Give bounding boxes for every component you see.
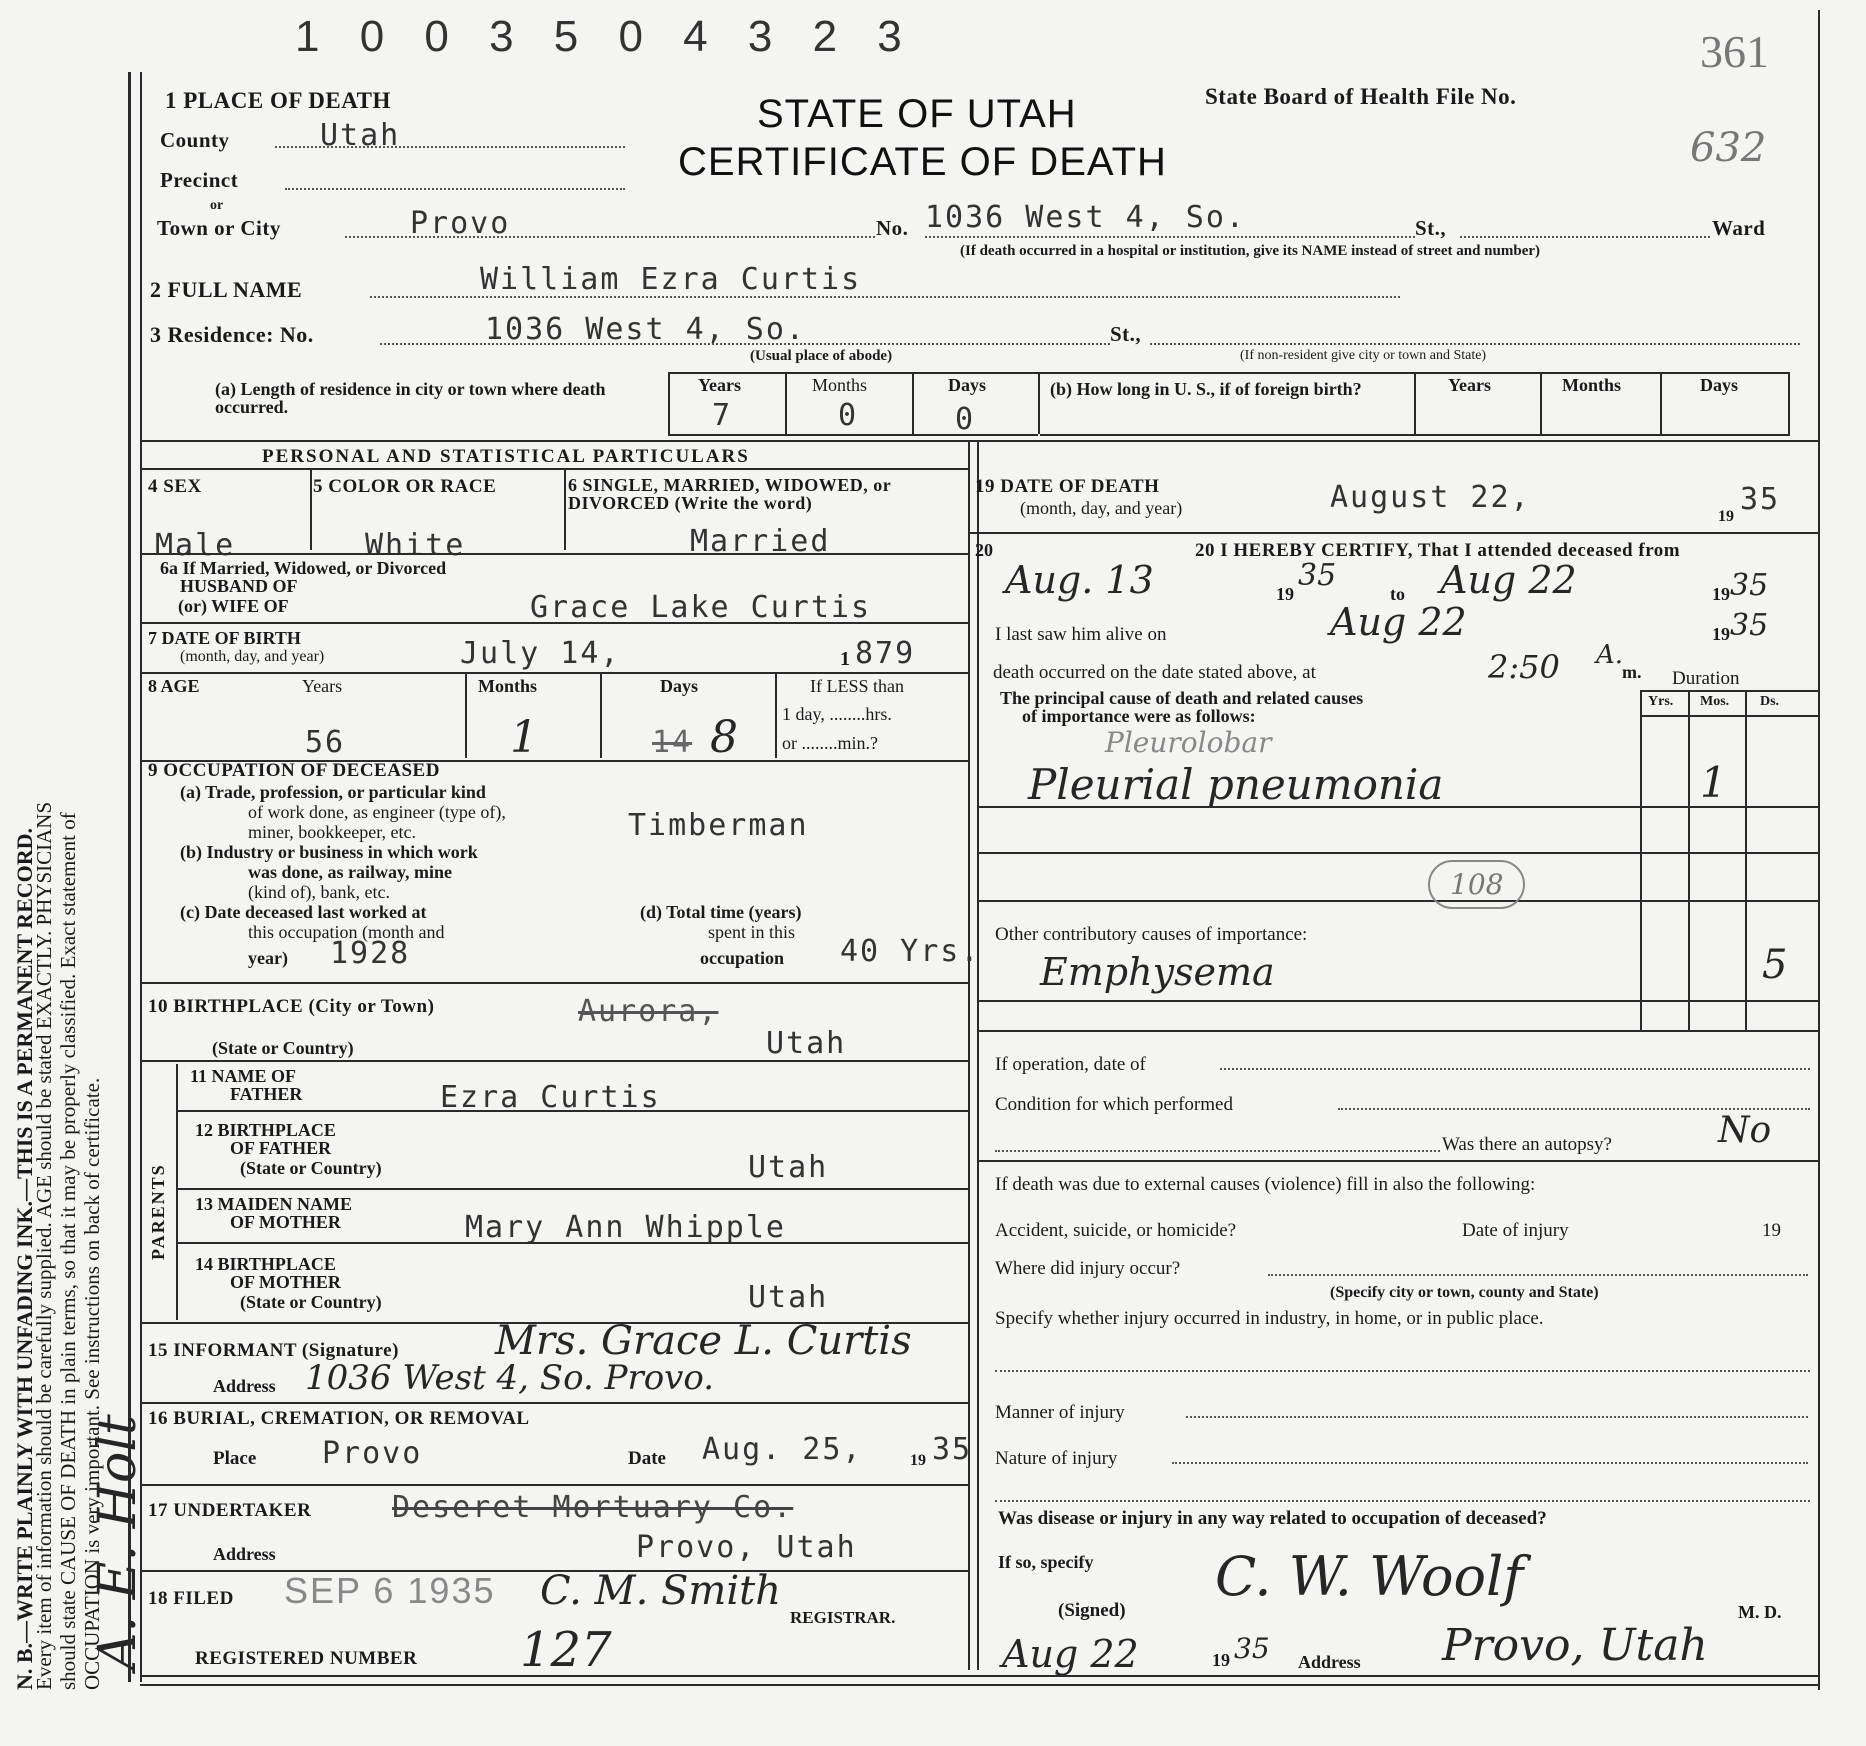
personal-heading: PERSONAL AND STATISTICAL PARTICULARS: [262, 446, 750, 467]
color-value: White: [365, 528, 466, 563]
birthplace-state-label: (State or Country): [212, 1038, 354, 1058]
length-label: (a) Length of residence in city or town where death occurred.: [215, 379, 606, 417]
length-months-value: 0: [838, 398, 859, 433]
right-border: [1818, 10, 1820, 1690]
manner-label: Manner of injury: [995, 1402, 1125, 1423]
file-number: 632: [1690, 125, 1767, 171]
sex-value: Male: [155, 528, 236, 563]
filed-stamp: SEP 6 1935: [284, 1570, 496, 1611]
informant-label: 15 INFORMANT (Signature): [148, 1340, 399, 1361]
us-label: (b) How long in U. S., if of foreign birth?: [1050, 379, 1362, 399]
registrar-label: REGISTRAR.: [790, 1608, 896, 1627]
age-days-value: 8: [710, 712, 738, 763]
length-table-bottom: [668, 434, 1038, 436]
last-saw-label: I last saw him alive on: [995, 624, 1167, 645]
precinct-label: Precinct: [160, 168, 239, 192]
filed-label: 18 FILED: [148, 1588, 234, 1609]
residence-st-label: St.,: [1110, 322, 1142, 346]
age-or-label: or ........min.?: [782, 733, 878, 753]
age-years-value: 56: [305, 725, 346, 760]
registrar-signature: C. M. Smith: [540, 1568, 781, 1614]
us-col-3: [1660, 372, 1662, 434]
county-value: Utah: [320, 118, 401, 153]
cause-duration: 1: [1700, 758, 1727, 807]
other-line-2: [978, 1030, 1820, 1032]
us-table-bottom: [1040, 434, 1790, 436]
physician-address: Provo, Utah: [1442, 1620, 1708, 1671]
age-divider-1: [465, 672, 467, 758]
birthplace-state-value: Utah: [766, 1026, 847, 1061]
sign-year: 35: [1234, 1632, 1270, 1665]
where-label: Where did injury occur?: [995, 1258, 1181, 1279]
occupation-c-label-2: this occupation (month and: [248, 922, 445, 942]
personal-top-line: [140, 440, 1820, 442]
bottom-border-2: [140, 1684, 1820, 1686]
burial-date-label: Date: [628, 1448, 666, 1469]
length-years-label: Years: [698, 375, 741, 395]
certify-to-label: to: [1390, 584, 1405, 604]
nature-line-2: [995, 1500, 1810, 1502]
sign-year-prefix: 19: [1212, 1650, 1230, 1670]
spouse-label-1: 6a If Married, Widowed, or Divorced: [160, 558, 447, 578]
row-15-line: [140, 1402, 970, 1404]
marital-value: Married: [690, 524, 831, 559]
occupation-d-label-1: (d) Total time (years): [640, 902, 802, 922]
injury-year: 19: [1762, 1220, 1781, 1241]
m-label: m.: [1622, 662, 1642, 682]
occupation-a-label-1: (a) Trade, profession, or particular kind: [180, 782, 486, 802]
us-col-4: [1788, 372, 1790, 434]
cause-note: Pleurolobar: [1105, 726, 1272, 759]
residence-value: 1036 West 4, So.: [485, 312, 806, 347]
spouse-label-2: HUSBAND OF: [180, 576, 298, 596]
town-value: Provo: [410, 206, 511, 241]
birthplace-label: 10 BIRTHPLACE (City or Town): [148, 996, 435, 1017]
birth-date-label-1: 7 DATE OF BIRTH: [148, 628, 301, 648]
place-heading: 1 PLACE OF DEATH: [165, 88, 391, 113]
duration-col-2: [1688, 690, 1690, 1030]
death-date-value: August 22,: [1330, 480, 1531, 515]
parents-side-label: PARENTS: [148, 1163, 168, 1260]
duration-col-1: [1640, 690, 1642, 1030]
file-no-label: State Board of Health File No.: [1205, 84, 1517, 109]
length-col-4: [1038, 372, 1040, 434]
middle-divider-2: [977, 440, 979, 1670]
occurred-label: death occurred on the date stated above, at: [993, 662, 1316, 683]
us-years-label: Years: [1448, 375, 1491, 395]
length-days-label: Days: [948, 375, 987, 395]
ward-label: Ward: [1712, 216, 1766, 240]
st-label: St.,: [1415, 216, 1447, 240]
bottom-border: [140, 1675, 1820, 1677]
certify-from-year-prefix: 19: [1276, 584, 1294, 604]
burial-year-value: 35: [932, 1432, 973, 1467]
title-state: STATE OF UTAH: [757, 92, 1077, 136]
row-7-line: [140, 672, 970, 674]
row-11-line: [176, 1110, 970, 1112]
town-label: Town or City: [157, 216, 281, 240]
residence-line: [380, 343, 1110, 345]
md-label: M. D.: [1738, 1602, 1782, 1622]
or-label: or: [210, 198, 224, 213]
physician-signature: C. W. Woolf: [1215, 1545, 1524, 1608]
spouse-value: Grace Lake Curtis: [530, 590, 872, 625]
sex-divider: [310, 470, 312, 550]
birth-year-value: 879: [855, 636, 916, 671]
undertaker-value: Deseret Mortuary Co.: [392, 1490, 794, 1525]
undertaker-address-value: Provo, Utah: [636, 1530, 857, 1565]
side-note-line2: Every item of information should be carefully supplied. AGE should be stated EXACTLY. PHYSICIANS: [32, 801, 56, 1690]
duration-ds: Ds.: [1760, 694, 1780, 709]
cause-line-2: [978, 852, 1820, 854]
burial-date-value: Aug. 25,: [702, 1432, 863, 1467]
death-date-label-1: 19 DATE OF DEATH: [975, 476, 1160, 497]
death-year-prefix: 19: [1718, 508, 1734, 525]
father-birth-label-1: 12 BIRTHPLACE: [195, 1120, 336, 1140]
row-13-line: [176, 1242, 970, 1244]
cause-code: 108: [1428, 860, 1525, 909]
external-label: If death was due to external causes (violence) fill in also the following:: [995, 1174, 1536, 1195]
mother-birth-value: Utah: [748, 1280, 829, 1315]
residence-st-line: [1150, 343, 1800, 345]
other-causes-label: Other contributory causes of importance:: [995, 924, 1308, 945]
color-divider: [564, 470, 566, 550]
row-6a-line: [140, 622, 970, 624]
abode-note: (Usual place of abode): [750, 348, 893, 364]
row-6-line: [140, 553, 970, 555]
informant-address: 1036 West 4, So. Provo.: [305, 1358, 715, 1398]
age-months-value: 1: [510, 712, 538, 763]
burial-year-prefix: 19: [910, 1452, 926, 1469]
length-table-top: [668, 372, 1038, 374]
sex-label: 4 SEX: [148, 476, 202, 497]
occupation-a-label-2: of work done, as engineer (type of),: [248, 802, 506, 822]
full-name-line: [370, 296, 1400, 298]
father-label-2: FATHER: [230, 1084, 303, 1104]
autopsy-label: Was there an autopsy?: [1442, 1134, 1612, 1155]
us-months-label: Months: [1562, 375, 1622, 395]
left-border: [128, 72, 131, 1682]
undertaker-label: 17 UNDERTAKER: [148, 1500, 312, 1521]
side-note-permanent: N. B.—WRITE PLAINLY WITH UNFADING INK.—THIS IS A PERMANENT RECORD.: [12, 827, 37, 1690]
father-birth-label-2: OF FATHER: [230, 1138, 332, 1158]
us-days-label: Days: [1700, 375, 1739, 395]
stamp-number: 1 0 0 3 5 0 4 3 2 3: [295, 12, 916, 61]
last-saw-value: Aug 22: [1330, 600, 1467, 644]
occupation-trade-value: Timberman: [628, 808, 809, 843]
registered-number-label: REGISTERED NUMBER: [195, 1648, 418, 1669]
related-label: Was disease or injury in any way related to occupation of deceased?: [998, 1508, 1547, 1529]
age-less-label: If LESS than: [810, 676, 904, 696]
injury-date-label: Date of injury: [1462, 1220, 1569, 1241]
last-saw-year: 35: [1730, 608, 1769, 643]
cause-label-2: of importance were as follows:: [1022, 706, 1256, 726]
occupation-d-label-2: spent in this: [708, 922, 796, 942]
length-col-2: [785, 372, 787, 434]
certify-from-year: 35: [1298, 558, 1337, 593]
mother-birth-label-1: 14 BIRTHPLACE: [195, 1254, 336, 1274]
residence-label: 3 Residence: No.: [150, 322, 314, 347]
occupation-b-label-3: (kind of), bank, etc.: [248, 882, 390, 902]
occupation-total-time-value: 40 Yrs.: [840, 934, 981, 969]
row-16-line: [140, 1484, 970, 1486]
cause-line-1: [978, 806, 1820, 808]
color-label: 5 COLOR OR RACE: [313, 476, 497, 497]
informant-address-label: Address: [213, 1376, 276, 1396]
mother-birth-label-2: OF MOTHER: [230, 1272, 341, 1292]
mother-label-2: OF MOTHER: [230, 1212, 341, 1232]
us-col-1: [1414, 372, 1416, 434]
length-days-value: 0: [955, 402, 976, 437]
registered-number-value: 127: [520, 1622, 612, 1678]
length-years-value: 7: [712, 398, 733, 433]
full-name-label: 2 FULL NAME: [150, 277, 303, 302]
occupation-a-label-3: miner, bookkeeper, etc.: [248, 822, 416, 842]
mother-label-1: 13 MAIDEN NAME: [195, 1194, 352, 1214]
autopsy-value: No: [1718, 1110, 1772, 1151]
certify-number-20: 20: [975, 540, 993, 560]
hospital-note: (If death occurred in a hospital or institution, give its NAME instead of street and number): [960, 243, 1541, 259]
accident-label: Accident, suicide, or homicide?: [995, 1220, 1237, 1241]
occupation-last-worked-value: 1928: [330, 936, 411, 971]
side-note-line4: OCCUPATION is very important. See instructions on back of certificate.: [80, 1077, 104, 1690]
duration-label: Duration: [1672, 668, 1740, 689]
address-no-label: No.: [876, 216, 909, 240]
cause-value: Pleurial pneumonia: [1028, 760, 1444, 809]
certify-from: Aug. 13: [1005, 558, 1154, 602]
burial-place-value: Provo: [322, 1436, 423, 1471]
autopsy-line: [995, 1150, 1440, 1152]
specify-label: Specify whether injury occurred in industry, in home, or in public place.: [995, 1308, 1544, 1329]
ifso-label: If so, specify: [998, 1552, 1094, 1572]
parents-divider: [176, 1064, 178, 1320]
father-label-1: 11 NAME OF: [190, 1066, 296, 1086]
mother-birth-label-3: (State or Country): [240, 1292, 382, 1312]
sign-date: Aug 22: [1002, 1632, 1139, 1676]
age-divider-2: [600, 672, 602, 758]
length-col-3: [912, 372, 914, 434]
father-birth-label-3: (State or Country): [240, 1158, 382, 1178]
cause-line-3: [978, 900, 1820, 902]
age-label: 8 AGE: [148, 676, 200, 696]
duration-yrs: Yrs.: [1648, 694, 1674, 709]
address-no-value: 1036 West 4, So.: [925, 200, 1246, 235]
burial-label: 16 BURIAL, CREMATION, OR REMOVAL: [148, 1408, 530, 1429]
occupation-label: 9 OCCUPATION OF DECEASED: [148, 760, 440, 781]
duration-top-line: [1640, 690, 1820, 692]
birthplace-city-value: Aurora,: [578, 994, 719, 1029]
other-line-1: [978, 1000, 1820, 1002]
where-line: [1268, 1274, 1808, 1276]
marital-label: 6 SINGLE, MARRIED, WIDOWED, or DIVORCED (Write the word): [568, 475, 891, 513]
age-day-label: 1 day, ........hrs.: [782, 704, 892, 724]
nonres-note: (If non-resident give city or town and State): [1240, 348, 1487, 363]
father-birth-value: Utah: [748, 1150, 829, 1185]
duration-mos: Mos.: [1700, 694, 1730, 709]
undertaker-address-label: Address: [213, 1544, 276, 1564]
address-line: [925, 236, 1415, 238]
death-ampm: A.: [1596, 640, 1624, 670]
occupation-c-label-3: year): [248, 948, 288, 968]
left-border-2: [140, 72, 142, 1682]
certify-to-year-prefix: 19: [1712, 584, 1730, 604]
operation-label: If operation, date of: [995, 1054, 1146, 1075]
last-saw-year-prefix: 19: [1712, 624, 1730, 644]
death-year-value: 35: [1740, 482, 1781, 517]
st-line: [1460, 236, 1710, 238]
physician-address-label: Address: [1298, 1652, 1361, 1672]
burial-place-label: Place: [213, 1448, 257, 1469]
side-note-line3: should state CAUSE OF DEATH in plain terms, so that it may be properly classified. Exact statement of: [56, 812, 80, 1690]
certify-to-year: 35: [1730, 568, 1769, 603]
row-10-line: [140, 1060, 970, 1062]
us-col-2: [1540, 372, 1542, 434]
age-divider-3: [775, 672, 777, 758]
row-9-line: [140, 982, 970, 984]
death-date-label-2: (month, day, and year): [1020, 498, 1183, 518]
father-value: Ezra Curtis: [440, 1080, 661, 1115]
other-causes-duration: 5: [1762, 942, 1788, 988]
birth-year-prefix: 1: [840, 648, 850, 670]
length-months-label: Months: [812, 375, 868, 395]
side-signature: A. E. Holt: [88, 1414, 148, 1670]
condition-label: Condition for which performed: [995, 1094, 1233, 1115]
nature-line: [1172, 1462, 1808, 1464]
full-name-value: William Ezra Curtis: [480, 262, 862, 297]
nature-label: Nature of injury: [995, 1448, 1118, 1469]
county-label: County: [160, 128, 230, 152]
age-months-label: Months: [478, 676, 538, 696]
certify-to: Aug 22: [1440, 558, 1577, 602]
autopsy-divider: [978, 1160, 1820, 1162]
title-certificate: CERTIFICATE OF DEATH: [678, 140, 1167, 184]
specify-line: [995, 1370, 1810, 1372]
occupation-b-label-1: (b) Industry or business in which work: [180, 842, 478, 862]
row-12-line: [176, 1188, 970, 1190]
informant-signature: Mrs. Grace L. Curtis: [495, 1318, 912, 1364]
personal-heading-line: [140, 468, 970, 470]
death-time: 2:50: [1488, 648, 1560, 686]
occupation-d-label-3: occupation: [700, 948, 785, 968]
signed-label: (Signed): [1058, 1600, 1126, 1621]
duration-col-3: [1745, 690, 1747, 1030]
age-years-label: Years: [302, 676, 343, 696]
where-note: (Specify city or town, county and State): [1330, 1284, 1599, 1301]
length-col-1: [668, 372, 670, 434]
cause-label-1: The principal cause of death and related causes: [1000, 688, 1364, 708]
manner-line: [1186, 1416, 1808, 1418]
certify-label: 20 I HEREBY CERTIFY, That I attended deceased from: [1195, 540, 1681, 561]
occupation-b-label-2: was done, as railway, mine: [248, 862, 453, 882]
occupation-c-label-1: (c) Date deceased last worked at: [180, 902, 427, 922]
age-days-label: Days: [660, 676, 699, 696]
operation-line: [1220, 1068, 1810, 1070]
spouse-label-3: (or) WIFE OF: [178, 596, 289, 616]
duration-header-line: [1640, 715, 1820, 717]
page-number: 361: [1700, 26, 1769, 77]
birth-date-label-2: (month, day, and year): [180, 648, 325, 665]
precinct-line: [285, 188, 625, 190]
row-19-line: [970, 532, 1820, 534]
mother-value: Mary Ann Whipple: [465, 1210, 786, 1245]
other-causes-value: Emphysema: [1040, 950, 1275, 994]
age-days-typed: 14: [652, 725, 693, 760]
birth-date-value: July 14,: [460, 636, 621, 671]
